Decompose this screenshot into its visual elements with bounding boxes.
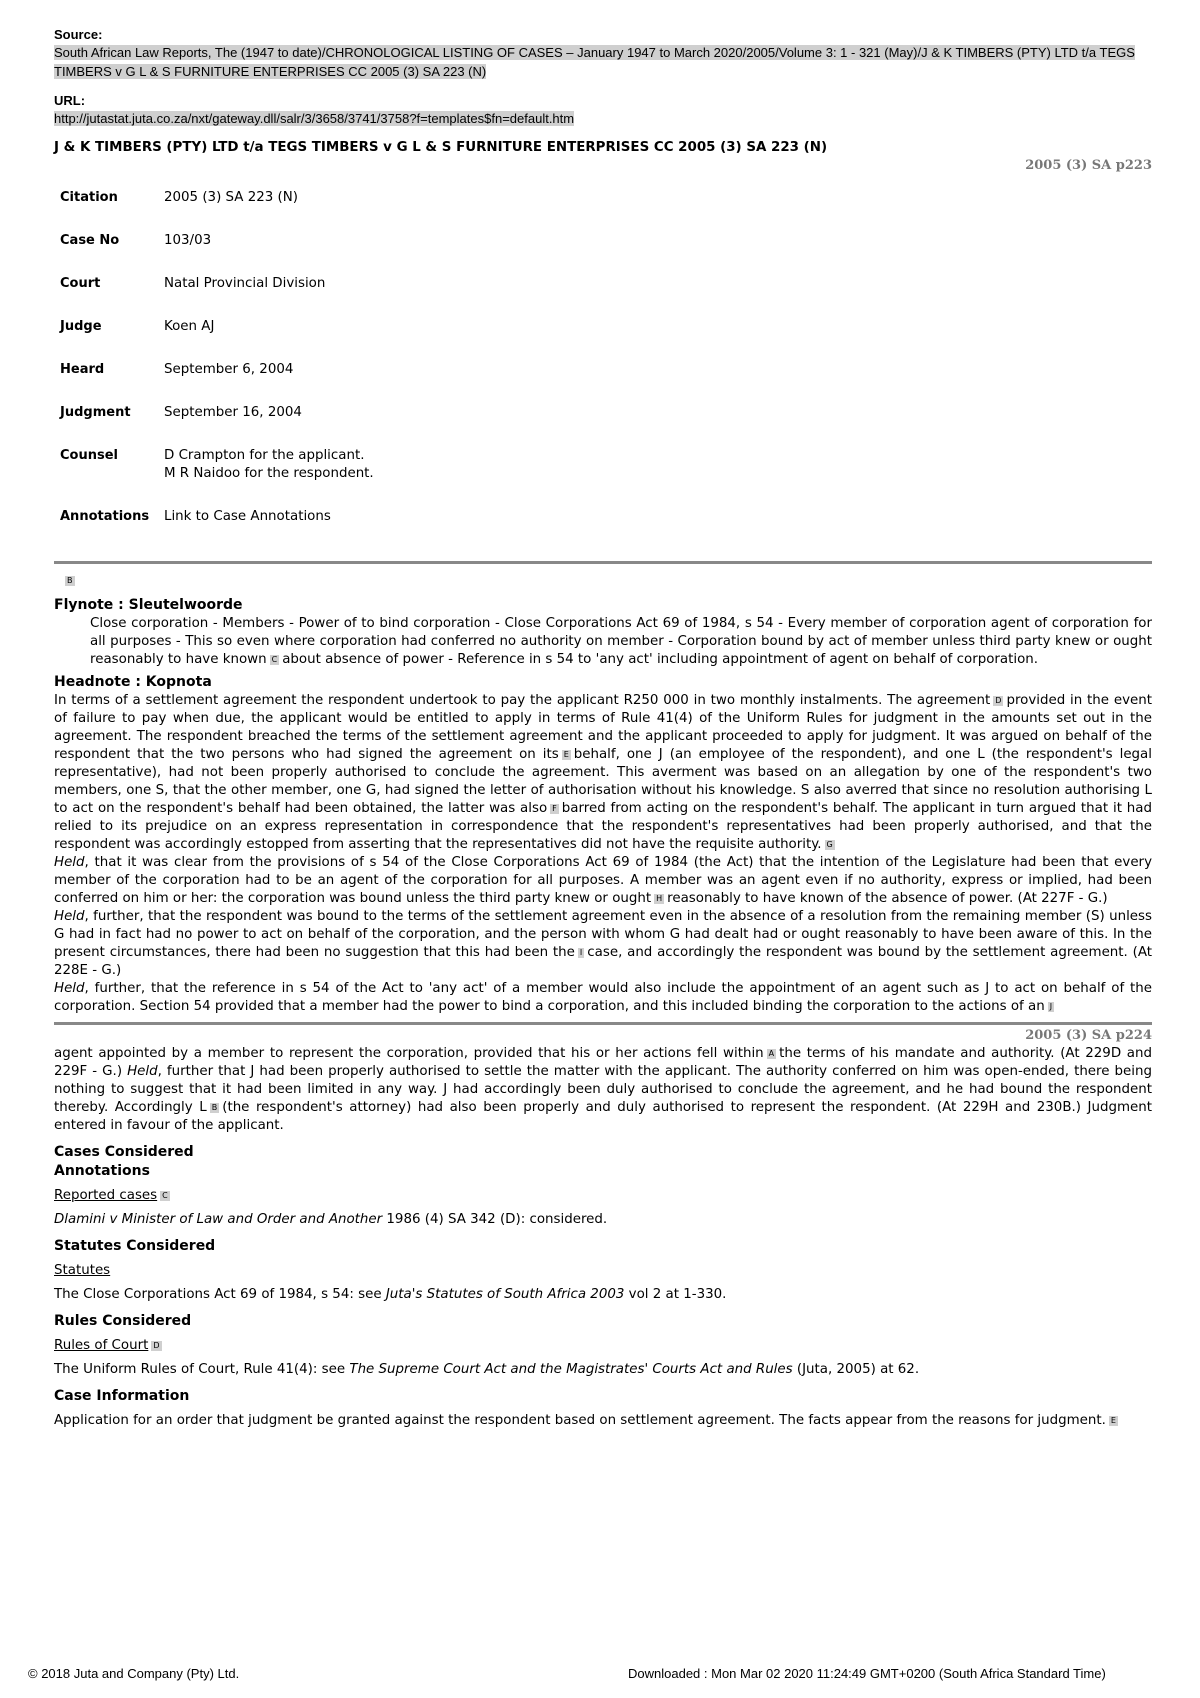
footer-copyright: © 2018 Juta and Company (Pty) Ltd. [28,1666,240,1681]
reported-case-entry: Dlamini v Minister of Law and Order and Another 1986 (4) SA 342 (D): considered. [54,1212,608,1227]
held-paragraph-2: Held, further, that the respondent was bound to the terms of the settlement agreement even in the absence of a resolution from the remaining member (S) unless G had in fact had no power to act on behalf of the corporation, and the person with whom G had dealt had or ought reasonably to have been aware of this. In the present circumstances, there had been no suggestion that this had been the I case, and accordingly the respondent was bound by the settlement agreement. (At 228E - G.) [54,909,1152,978]
margin-marker: B [67,576,73,585]
rules-of-court-link[interactable]: Rules of Court [54,1338,149,1353]
reported-cases-link[interactable]: Reported cases [54,1188,158,1203]
statutes-considered-heading: Statutes Considered [54,1238,216,1254]
judgment-label: Judgment [60,405,131,420]
caseno-value: 103/03 [164,233,212,248]
margin-marker: H [656,894,663,903]
counsel-label: Counsel [60,448,118,463]
page-reference: 2005 (3) SA p223 [1025,158,1152,173]
divider [54,561,1152,564]
case-title: J & K TIMBERS (PTY) LTD t/a TEGS TIMBERS v G L & S FURNITURE ENTERPRISES CC 2005 (3) SA 223 (N) [54,140,828,155]
statutes-link[interactable]: Statutes [54,1263,111,1278]
margin-marker: I [579,948,583,957]
headnote-heading: Headnote : Kopnota [54,674,212,690]
meta-row-court [60,275,374,318]
judge-value: Koen AJ [164,319,215,334]
url-label: URL: [54,93,86,108]
rules-considered-heading: Rules Considered [54,1313,192,1329]
headnote-paragraph: In terms of a settlement agreement the respondent undertook to pay the applicant R250 000 in two monthly instalments. The agreement D provided in the event of failure to pay when due, the applicant would be entitled to apply in terms of Rule 41(4) of the Uniform Rules for judgment in the amounts set out in the agreement. The respondent breached the terms of the settlement agreement and the applicant proceeded to apply for judgment. It was argued on behalf of the respondent that the two persons who had signed the agreement on its E behalf, one J (an employee of the respondent), and one L (the respondent's legal representative), had not been properly authorised to conclude the agreement. This averment was based on an allegation by one of the respondent's two members, one S, that the other member, one G, had signed the letter of authorisation without his knowledge. S also averred that since no resolution authorising L to act on the respondent's behalf had been obtained, the latter was also F barred from acting on the respondent's behalf. The applicant in turn argued that it had relied to its prejudice on an express representation in correspondence that the respondent's representatives had been properly authorised, and that the respondent was accordingly estopped from asserting that the representatives did not have the requisite authority. G [54,693,1152,852]
flynote-heading: Flynote : Sleutelwoorde [54,597,243,613]
heard-value: September 6, 2004 [164,362,294,377]
page-divider [54,1022,1152,1025]
case-information-heading: Case Information [54,1388,190,1404]
source-label: Source: [54,27,103,42]
document-page [54,26,1152,1436]
counsel-respondent: M R Naidoo for the respondent. [164,466,374,481]
annotations-link[interactable]: Link to Case Annotations [164,509,331,524]
meta-row-annotations [60,508,374,551]
margin-marker: D [995,696,1002,705]
court-value: Natal Provincial Division [164,276,326,291]
margin-marker: G [826,840,833,849]
flynote-text: Close corporation - Members - Power of to bind corporation - Close Corporations Act 69 of 1984, s 54 - Every member of corporation agent of corporation for all purposes - This so even where corporation had conferred no authority on member - Corporation bound by act of member unless third party knew or ought reasonably to have known C about absence of power - Reference in s 54 to 'any act' including appointment of agent on behalf of corporation. [90,616,1152,667]
margin-marker: C [271,655,278,664]
page-reference: 2005 (3) SA p224 [1025,1028,1152,1043]
citation-label: Citation [60,190,118,205]
rule-entry: The Uniform Rules of Court, Rule 41(4): see The Supreme Court Act and the Magistrates' Courts Act and Rules (Juta, 2005) at 62. [54,1362,920,1377]
meta-row-judgment [60,404,374,447]
url-link[interactable]: http://jutastat.juta.co.za/nxt/gateway.dll/salr/3/3658/3741/3758?f=templates$fn=default.htm [54,111,575,126]
cases-considered-heading: Cases Considered [54,1144,194,1160]
margin-marker: J [1049,1002,1053,1011]
margin-marker: C [162,1191,168,1200]
counsel-applicant: D Crampton for the applicant. [164,448,365,463]
annotations-label: Annotations [60,509,150,524]
margin-marker: A [768,1049,775,1058]
meta-row-judge [60,318,374,361]
heard-label: Heard [60,362,105,377]
headnote-continued: agent appointed by a member to represent the corporation, provided that his or her actions fell within A the terms of his mandate and authority. (At 229D and 229F - G.) Held, further that J had been properly authorised to settle the matter with the applicant. The authority conferred on him was open-ended, there being nothing to suggest that it had been limited in any way. J had accordingly been duly authorised to conclude the agreement, and he had bound the respondent thereby. Accordingly L B (the respondent's attorney) had also been properly and duly authorised to represent the respondent. (At 229H and 230B.) Judgment entered in favour of the applicant. [54,1046,1153,1133]
source-text: South African Law Reports, The (1947 to date)/CHRONOLOGICAL LISTING OF CASES – January 1947 to March 2020/2005/Volume 3: 1 - 321 (May)/J & K TIMBERS (PTY) LTD t/a TEGS TIMBERS v G L & S FURNITURE ENTERPRISES CC 2005 (3) SA 223 (N) [54,45,1135,79]
case-name: Dlamini v Minister of Law and Order and Another [54,1212,383,1227]
case-information-text: Application for an order that judgment be granted against the respondent based on settlement agreement. The facts appear from the reasons for judgment. E [54,1413,1116,1428]
held-paragraph-3: Held, further, that the reference in s 54 of the Act to 'any act' of a member would also include the appointment of an agent such as J to act on behalf of the corporation. Section 54 provided that a member had the power to bind a corporation, and this included binding the corporation to the actions of an J [54,981,1152,1014]
meta-row-counsel [60,447,374,508]
case-metadata-table [60,189,374,551]
judgment-value: September 16, 2004 [164,405,302,420]
meta-row-caseno [60,232,374,275]
margin-marker: E [563,750,569,759]
counsel-value [164,447,374,508]
judge-label: Judge [60,319,102,334]
margin-marker: D [153,1341,160,1350]
annotations-heading: Annotations [54,1163,150,1179]
footer-download-timestamp: Downloaded : Mon Mar 02 2020 11:24:49 GMT+0200 (South Africa Standard Time) [628,1666,1106,1681]
statute-entry: The Close Corporations Act 69 of 1984, s 54: see Juta's Statutes of South Africa 2003 vol 2 at 1-330. [54,1287,727,1302]
margin-marker: E [1110,1416,1116,1425]
held-paragraph-1: Held, that it was clear from the provisions of s 54 of the Close Corporations Act 69 of 1984 (the Act) that the intention of the Legislature had been that every member of the corporation had to be an agent of the corporation for all purposes. A member was an agent even if no authority, express or implied, had been conferred on him or her: the corporation was bound unless the third party knew or ought H reasonably to have known of the absence of power. (At 227F - G.) [54,855,1152,906]
margin-marker: F [552,804,557,813]
meta-row-citation [60,189,374,232]
citation-value: 2005 (3) SA 223 (N) [164,190,299,205]
caseno-label: Case No [60,233,120,248]
court-label: Court [60,276,101,291]
meta-row-heard [60,361,374,404]
margin-marker: B [211,1103,218,1112]
